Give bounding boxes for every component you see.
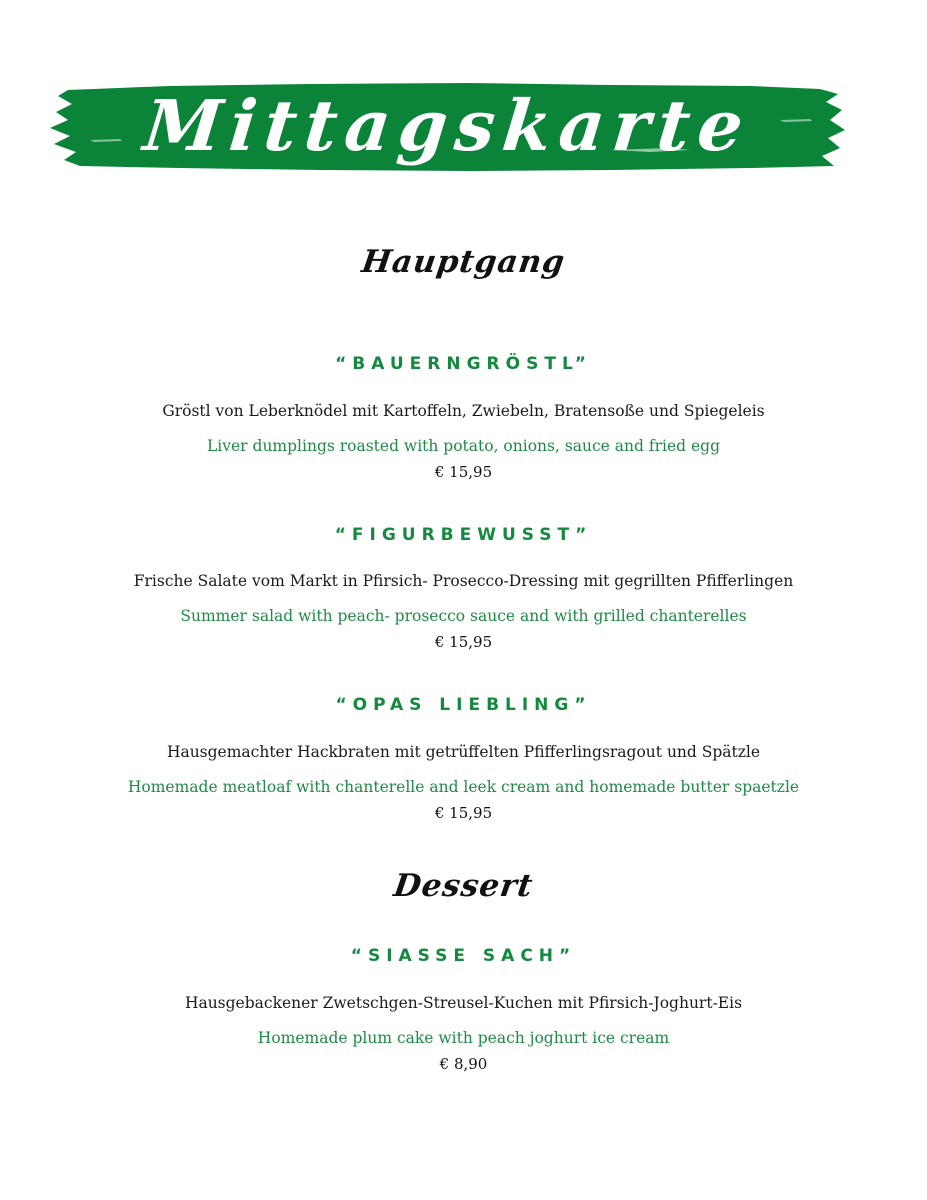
- menu-item-price: € 15,95: [434, 463, 493, 481]
- menu-item-description-de: Frische Salate vom Markt in Pfirsich- Prosecco-Dressing mit gegrillten Pfifferlingen: [133, 572, 794, 590]
- menu-item-description-de: Gröstl von Leberknödel mit Kartoffeln, Zwiebeln, Bratensoße und Spiegeleis: [162, 402, 765, 420]
- menu-item-name: “SIASSE SACH”: [350, 946, 577, 966]
- section-title-dessert: Dessert: [391, 868, 536, 904]
- menu-item-name: “FIGURBEWUSST”: [334, 525, 593, 545]
- menu-item-description-en: Summer salad with peach- prosecco sauce and with grilled chanterelles: [180, 607, 747, 625]
- title-banner: [50, 80, 845, 172]
- menu-item-name: “OPAS LIEBLING”: [335, 695, 592, 715]
- menu-item-description-de: Hausgebackener Zwetschgen-Streusel-Kuchen mit Pfirsich-Joghurt-Eis: [184, 994, 743, 1012]
- menu-item-price: € 15,95: [434, 633, 493, 651]
- menu-item-description-de: Hausgemachter Hackbraten mit getrüffelten Pfifferlingsragout und Spätzle: [166, 743, 761, 761]
- menu-item-description-en: Homemade plum cake with peach joghurt ice cream: [257, 1029, 670, 1047]
- menu-item-description-en: Liver dumplings roasted with potato, onions, sauce and fried egg: [207, 437, 720, 455]
- menu-item-description-en: Homemade meatloaf with chanterelle and leek cream and homemade butter spaetzle: [127, 778, 800, 796]
- menu-item-price: € 8,90: [439, 1055, 488, 1073]
- menu-item-price: € 15,95: [434, 804, 493, 822]
- menu-item-name: “BAUERNGRÖSTL”: [335, 354, 592, 374]
- menu-title: Mittagskarte: [140, 84, 755, 167]
- section-title-hauptgang: Hauptgang: [359, 244, 568, 280]
